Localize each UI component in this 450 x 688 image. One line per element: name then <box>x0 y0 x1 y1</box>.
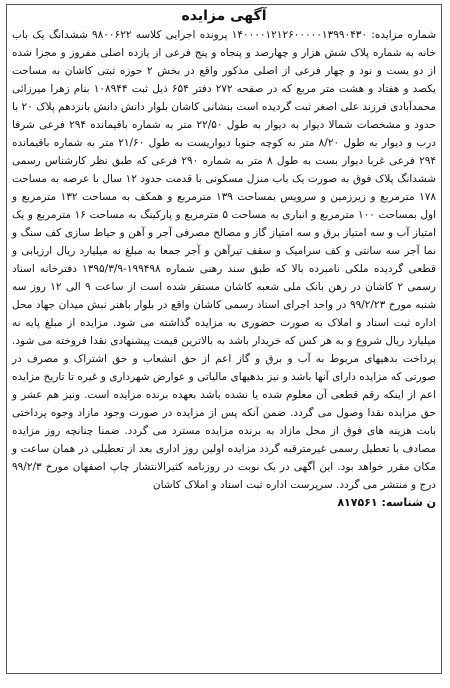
notice-body <box>12 26 436 512</box>
notice-title: آگهی مزایده <box>181 8 267 24</box>
auction-notice <box>6 4 442 674</box>
tracking-id: ن شناسه: ۸۱۷۵۶۱ <box>337 496 436 509</box>
notice-paragraph: شماره مزایده: ۱۴۰۰۰۰۱۲۱۲۶۰۰۰۰۰۱۳۹۹۰۴۳۰ پرونده اجرایی کلاسه ۹۸۰۰۶۲۲ ششدانگ یک باب خانه به شماره پلاک شش هزار و چهارصد و پنجاه و پنج فرعی از یازده اصلی مفروز و مجزا شده از دو یست و نود و چهار فرعی از اصلی مذکور واقع در بخش ۲ حوزه ثبتی کاشان به مساحت یکصد و هفتاد و هشت متر مربع که در صفحه ۲۷۲ دفتر ۶۵۴ ذیل ثبت ۱۰۸۹۴۴ بنام زهرا میرزائی محمدآبادی فرزند علی اصغر ثبت گردیده است بنشانی کاشان بلوار دانش دانش بانزدهم پلاک ۲۰ با حدود و مشخصات شمالا دیوار به دیوار به طول ۲۲/۵۰ متر به شماره باقیمانده ۲۹۴ فرعی شرقا درب و دیوار به طول ۸/۲۰ متر به کوچه جنوبا دیواریست به طول ۲۱/۶۰ متر به شماره باقیمانده ۲۹۴ فرعی غربا دیوار بست به طول ۸ متر به شماره ۲۹۰ فرعی که طبق نظر کارشناس رسمی ششدانگ پلاک فوق به صورت یک باب منزل مسکونی با قدمت حدود ۱۲ سال با عرصه به مساحت ۱۷۸ مترمربع و زیرزمین و سرویس بمساحت ۱۳۹ مترمربع و همکف به مساحت ۱۳۲ مترمربع و اول بمساحت ۱۰۰ مترمربع و انباری به مساحت ۵ مترمربع و پارکینگ به مساحت ۱۶ مترمربع و یک امتیاز آب و سه امتیاز برق و سه امتیاز گاز و مصالح مصرفی آجر و آهن و حیاط سازی کف سنگ و نما آجر سه سانتی و کف سرامیک و سقف تیرآهن و آجر جمعا به مبلغ نه میلیارد ریال ارزیابی و قطعی گردیده ملکی نامبرده بالا که طبق سند رهنی شماره ۱۹۹۴۹۸-۱۳۹۵/۳/۹ دفترخانه اسناد رسمی ۲ کاشان در رهن بانک ملی شعبه کاشان مستقر شده است از ساعت ۹ الی ۱۲ روز سه شنبه مورخ ۹۹/۲/۲۳ در واحد اجرای اسناد رسمی کاشان واقع در بلوار باهنر نبش میدان جهاد محل اداره ثبت اسناد و املاک به صورت حضوری به مزایده گذاشته می شود. مزایده از مبلغ پایه نه میلیارد ریال شروع و به هر کس که خریدار باشد به بالاترین قیمت پیشنهادی نقدا فروخته می شود. پرداخت بدهیهای مربوط به آب و برق و گاز اعم از حق انشعاب و حق اشتراک و مصرف در صورتی که مزایده دارای آنها باشد و نیز بدهیهای مالیاتی و عوارض شهرداری و غیره تا تاریخ مزایده اعم از اینکه رقم قطعی آن معلوم شده یا نشده باشد بعهده برنده مزایده است. ونیز هم عشر و حق مزایده نقدا وصول می گردد. ضمن آنکه پس از مزایده در صورت وجود مازاد وجوه پرداختی بابت هزینه های فوق از محل مازاد به برنده مزایده مسترد می گردد. ضمنا چنانچه روز مزایده مصادف با تعطیل رسمی غیرمترقبه گردد مزایده اولین روز اداری بعد از تعطیلی در همان ساعت و مکان مقرر خواهد بود. این آگهی در یک نوبت در روزنامه کثیرالانتشار چاپ اصفهان مورخ ۹۹/۲/۳ درج و منتشر می گردد. سرپرست اداره ثبت اسناد و املاک کاشان <box>12 29 437 491</box>
